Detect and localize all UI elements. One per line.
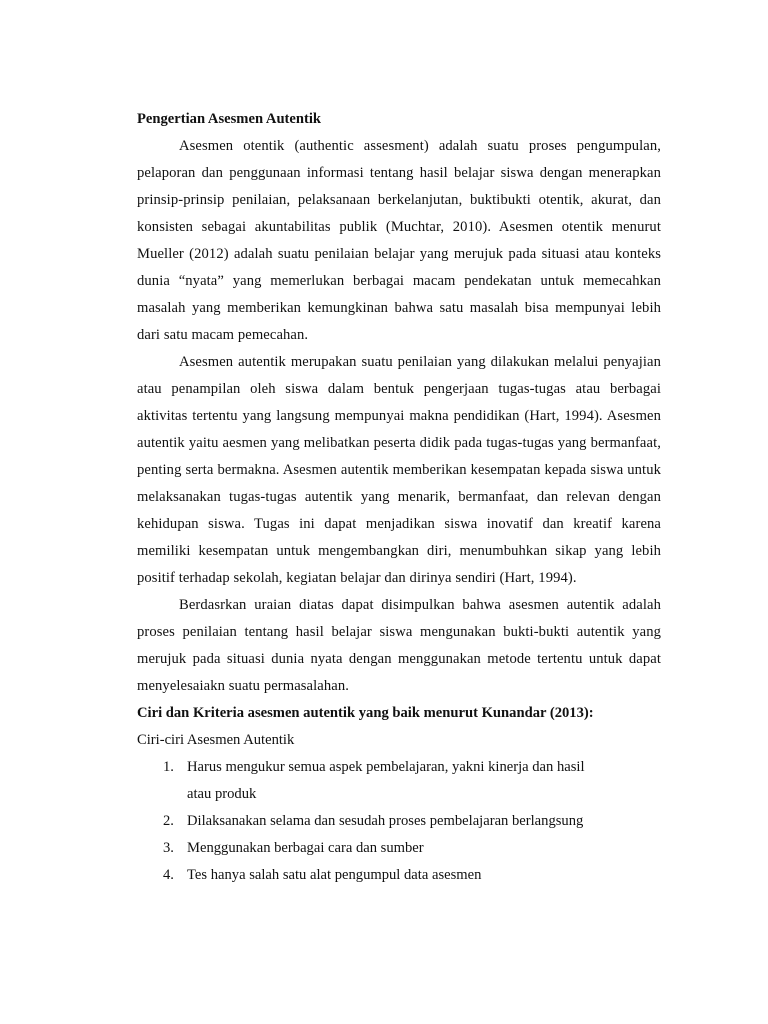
list-item-text: Tes hanya salah satu alat pengumpul data asesmen [187, 867, 482, 883]
criteria-list [137, 754, 661, 889]
list-item-text: Harus mengukur semua aspek pembelajaran, yakni kinerja dan hasil atau produk [187, 759, 585, 802]
list-item-number: 3. [163, 840, 174, 856]
subheading: Ciri dan Kriteria asesmen autentik yang baik menurut Kunandar (2013): [137, 705, 594, 721]
list-item [137, 808, 607, 835]
list-item [137, 862, 607, 889]
paragraph-2: Asesmen autentik merupakan suatu penilaian yang dilakukan melalui penyajian atau penampilan oleh siswa dalam bentuk pengerjaan tugas-tugas atau berbagai aktivitas tertentu yang langsung mempunyai makna pendidikan (Hart, 1994). Asesmen autentik yaitu aesmen yang melibatkan peserta didik pada tugas-tugas yang bermanfaat, penting serta bermakna. Asesmen autentik memberikan kesempatan kepada siswa untuk melaksanakan tugas-tugas autentik yang menarik, bermanfaat, dan relevan dengan kehidupan siswa. Tugas ini dapat menjadikan siswa inovatif dan kreatif karena memiliki kesempatan untuk mengembangkan diri, menumbuhkan sikap yang lebih positif terhadap sekolah, kegiatan belajar dan dirinya sendiri (Hart, 1994). [137, 354, 661, 586]
document-body [137, 106, 661, 889]
list-item-number: 4. [163, 867, 174, 883]
list-item-number: 2. [163, 813, 174, 829]
list-item [137, 835, 607, 862]
paragraph-3: Berdasrkan uraian diatas dapat disimpulkan bahwa asesmen autentik adalah proses penilaian tentang hasil belajar siswa mengunakan bukti-bukti autentik yang merujuk pada situasi dunia nyata dengan menggunakan metode tertentu untuk dapat menyelesaiakn suatu permasalahan. [137, 597, 661, 694]
list-item-text: Dilaksanakan selama dan sesudah proses pembelajaran berlangsung [187, 813, 584, 829]
list-item-text: Menggunakan berbagai cara dan sumber [187, 840, 424, 856]
list-item [137, 754, 607, 808]
list-item-number: 1. [163, 759, 174, 775]
paragraph-1: Asesmen otentik (authentic assesment) adalah suatu proses pengumpulan, pelaporan dan penggunaan informasi tentang hasil belajar siswa dengan menerapkan prinsip-prinsip penilaian, pelaksanaan berkelanjutan, buktibukti otentik, akurat, dan konsisten sebagai akuntabilitas publik (Muchtar, 2010). Asesmen otentik menurut Mueller (2012) adalah suatu penilaian belajar yang merujuk pada situasi atau konteks dunia “nyata” yang memerlukan berbagai macam pendekatan untuk memecahkan masalah yang memberikan kemungkinan bahwa satu masalah bisa mempunyai lebih dari satu macam pemecahan. [137, 138, 661, 343]
section-title: Pengertian Asesmen Autentik [137, 111, 322, 127]
list-title: Ciri-ciri Asesmen Autentik [137, 732, 295, 748]
